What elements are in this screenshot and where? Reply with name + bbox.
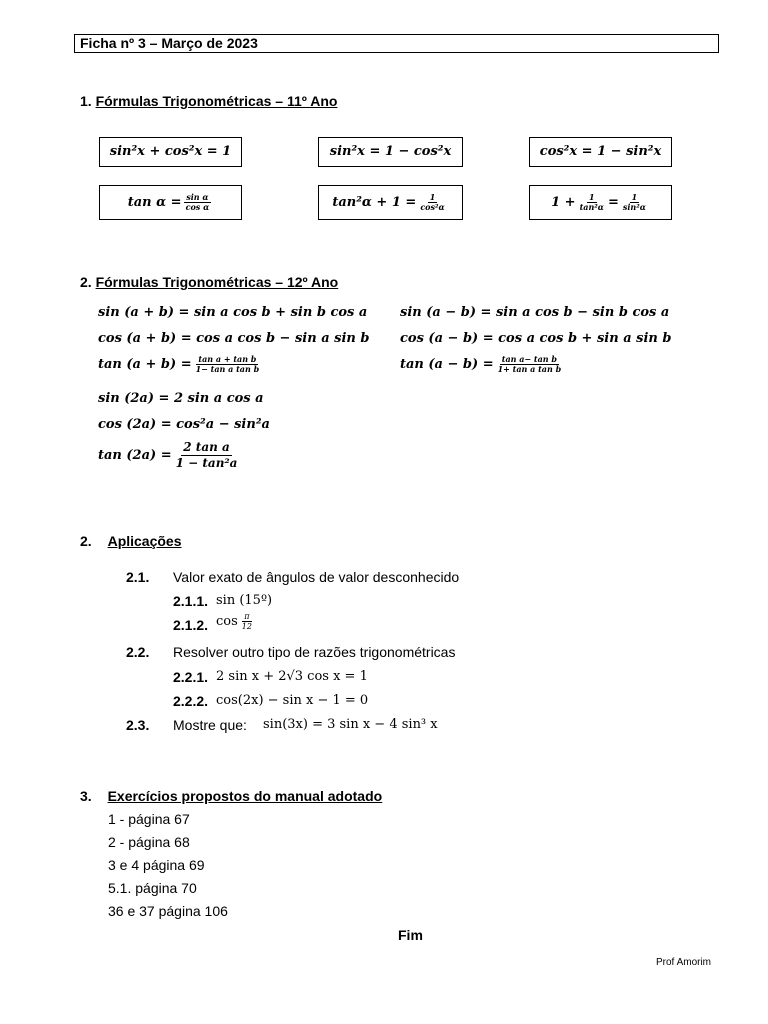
author-label: Prof Amorim (656, 957, 712, 968)
item-2-3-expression: sin(3x) = 3 sin x − 4 sin³ x (263, 717, 438, 732)
section-4-title: Exercícios propostos do manual adotado (107, 788, 383, 804)
formula-sin-double: sin (2a) = 2 sin a cos a (98, 391, 264, 406)
item-2-1-2-label: 2.1.2. (173, 617, 209, 633)
item-2-2-1-expression: 2 sin x + 2√3 cos x = 1 (216, 669, 368, 684)
section-2-title: Fórmulas Trigonométricas – 12º Ano (95, 274, 339, 290)
formula-box-tan-squared: tan²α + 1 = $\frac{1}{\text{cos²α}}$ (318, 185, 463, 220)
formula-sin-difference: sin (a − b) = sin a cos b − sin b cos a (400, 305, 670, 320)
exercise-item: 5.1. página 70 (108, 880, 197, 896)
exercise-item: 36 e 37 página 106 (108, 903, 228, 919)
section-1-number: 1. (80, 93, 92, 109)
formula-tan-sum: tan (a + b) = $\frac{\text{tan a + tan b}}{\text{1− tan a tan b}}$ (98, 354, 260, 374)
formula-tan-difference: tan (a − b) = $\frac{\text{tan a− tan b}}{\text{1+ tan a tan b}}$ (400, 354, 562, 374)
section-1-heading (80, 92, 337, 110)
item-2-1-text: Valor exato de ângulos de valor desconhecido (173, 569, 460, 585)
formula-box-cotangent-identity: 1 + $\frac{1}{\text{tan²α}}$ = $\frac{1}{\text{sin²α}}$ (529, 185, 672, 220)
end-label: Fim (398, 927, 423, 943)
item-2-3-text: Mostre que: (173, 717, 247, 733)
formula-box-sin-squared: sin²x = 1 − cos²x (318, 137, 463, 167)
formula-box-cos-squared: cos²x = 1 − sin²x (529, 137, 672, 167)
formula-box-pythagorean: sin²x + cos²x = 1 (99, 137, 242, 167)
item-2-2-1-label: 2.2.1. (173, 669, 209, 685)
section-3-heading (80, 532, 182, 550)
formula-box-tan: tan α = $\frac{\text{sin α}}{\text{cos α}}$ (99, 185, 242, 220)
formula-cos-double: cos (2a) = cos²a − sin²a (98, 417, 270, 432)
item-2-1-1-label: 2.1.1. (173, 593, 209, 609)
item-2-2-2-label: 2.2.2. (173, 693, 209, 709)
formula-tan-double: tan (2a) = $\frac{\text{2 tan a}}{\text{1 − tan²a}}$ (98, 440, 238, 470)
item-2-3-label: 2.3. (126, 717, 150, 733)
exercise-item: 2 - página 68 (108, 834, 190, 850)
item-2-2-2-expression: cos(2x) − sin x − 1 = 0 (216, 693, 369, 708)
item-2-2-label: 2.2. (126, 644, 150, 660)
exercise-item: 1 - página 67 (108, 811, 190, 827)
formula-cos-difference: cos (a − b) = cos a cos b + sin a sin b (400, 331, 672, 346)
exercise-item: 3 e 4 página 69 (108, 857, 205, 873)
item-2-1-1-expression: sin (15º) (216, 593, 273, 608)
section-3-title: Aplicações (107, 533, 182, 549)
formula-sin-sum: sin (a + b) = sin a cos b + sin b cos a (98, 305, 368, 320)
section-3-number: 2. (80, 533, 92, 549)
section-2-number: 2. (80, 274, 92, 290)
item-2-2-text: Resolver outro tipo de razões trigonométricas (173, 644, 456, 660)
formula-cos-sum: cos (a + b) = cos a cos b − sin a sin b (98, 331, 370, 346)
item-2-1-2-expression: cos $\frac{\pi}{12}$ (216, 612, 252, 631)
worksheet-title: Ficha nº 3 – Março de 2023 (80, 35, 258, 51)
section-4-number: 3. (80, 788, 92, 804)
section-1-title: Fórmulas Trigonométricas – 11º Ano (95, 93, 338, 109)
section-4-heading (80, 787, 382, 805)
section-2-heading (80, 273, 338, 291)
item-2-1-label: 2.1. (126, 569, 150, 585)
